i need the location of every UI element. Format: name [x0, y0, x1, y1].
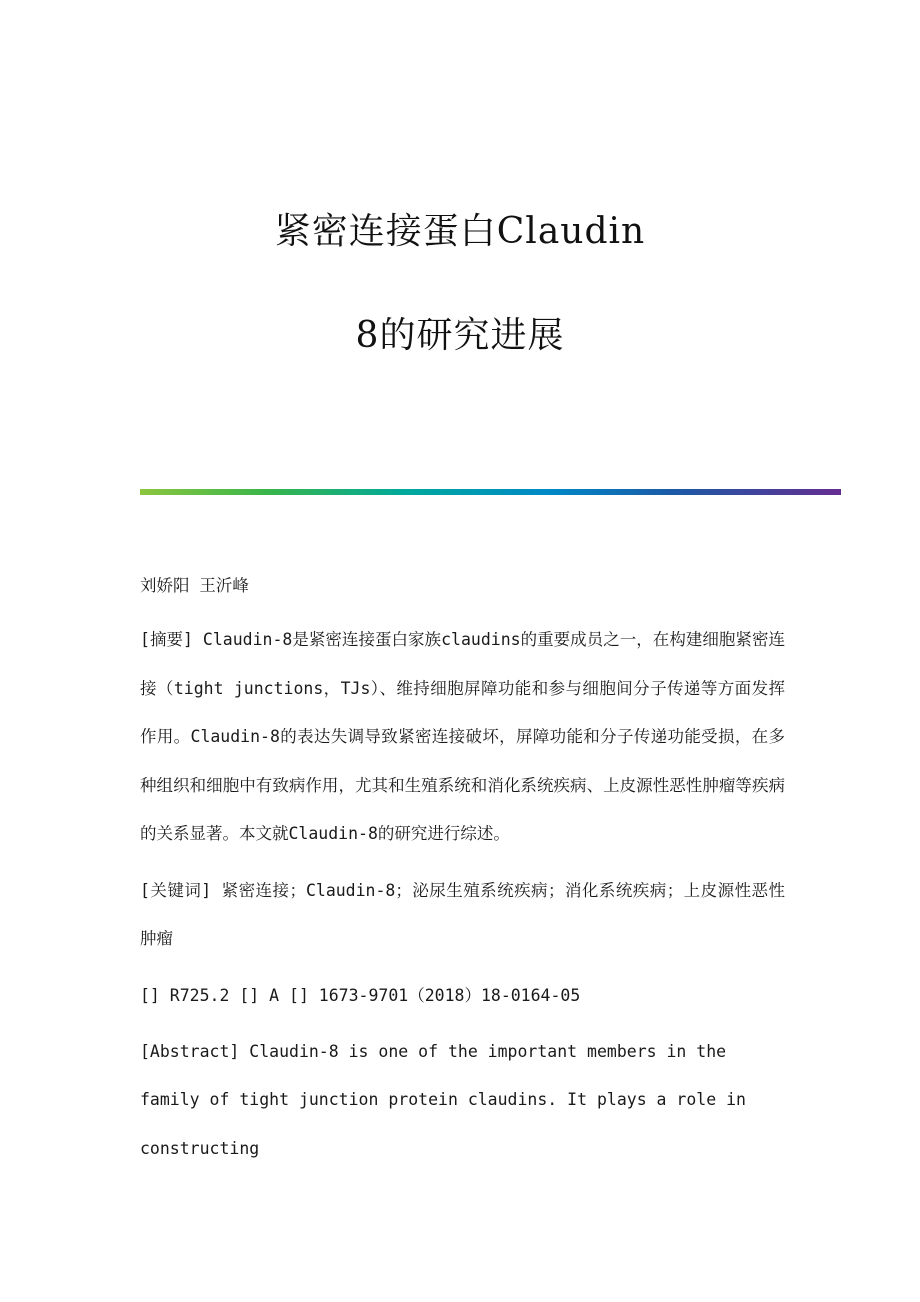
abstract-english: [Abstract] Claudin-8 is one of the important members in the family of tight junction protein claudins. It plays a role in constructing	[140, 1041, 746, 1158]
title-line-1: 紧密连接蛋白Claudin	[274, 211, 646, 252]
classification-line: [] R725.2 [] A [] 1673-9701（2018）18-0164-05	[140, 985, 581, 1005]
document-title	[0, 205, 920, 363]
title-line-2: 8的研究进展	[355, 315, 565, 356]
gradient-divider	[140, 489, 841, 495]
keywords-chinese: [关键词] 紧密连接；Claudin-8；泌尿生殖系统疾病；消化系统疾病；上皮源性恶性肿瘤	[140, 880, 785, 948]
authors: 刘娇阳 王沂峰	[140, 576, 249, 595]
abstract-chinese: [摘要] Claudin-8是紧密连接蛋白家族claudins的重要成员之一，在构建细胞紧密连接（tight junctions，TJs）、维持细胞屏障功能和参与细胞间分子传递等方面发挥作用。Claudin-8的表达失调导致紧密连接破坏，屏障功能和分子传递功能受损，在多种组织和细胞中有致病作用，尤其和生殖系统和消化系统疾病、上皮源性恶性肿瘤等疾病的关系显著。本文就Claudin-8的研究进行综述。	[140, 630, 785, 843]
article-body	[140, 566, 785, 1181]
